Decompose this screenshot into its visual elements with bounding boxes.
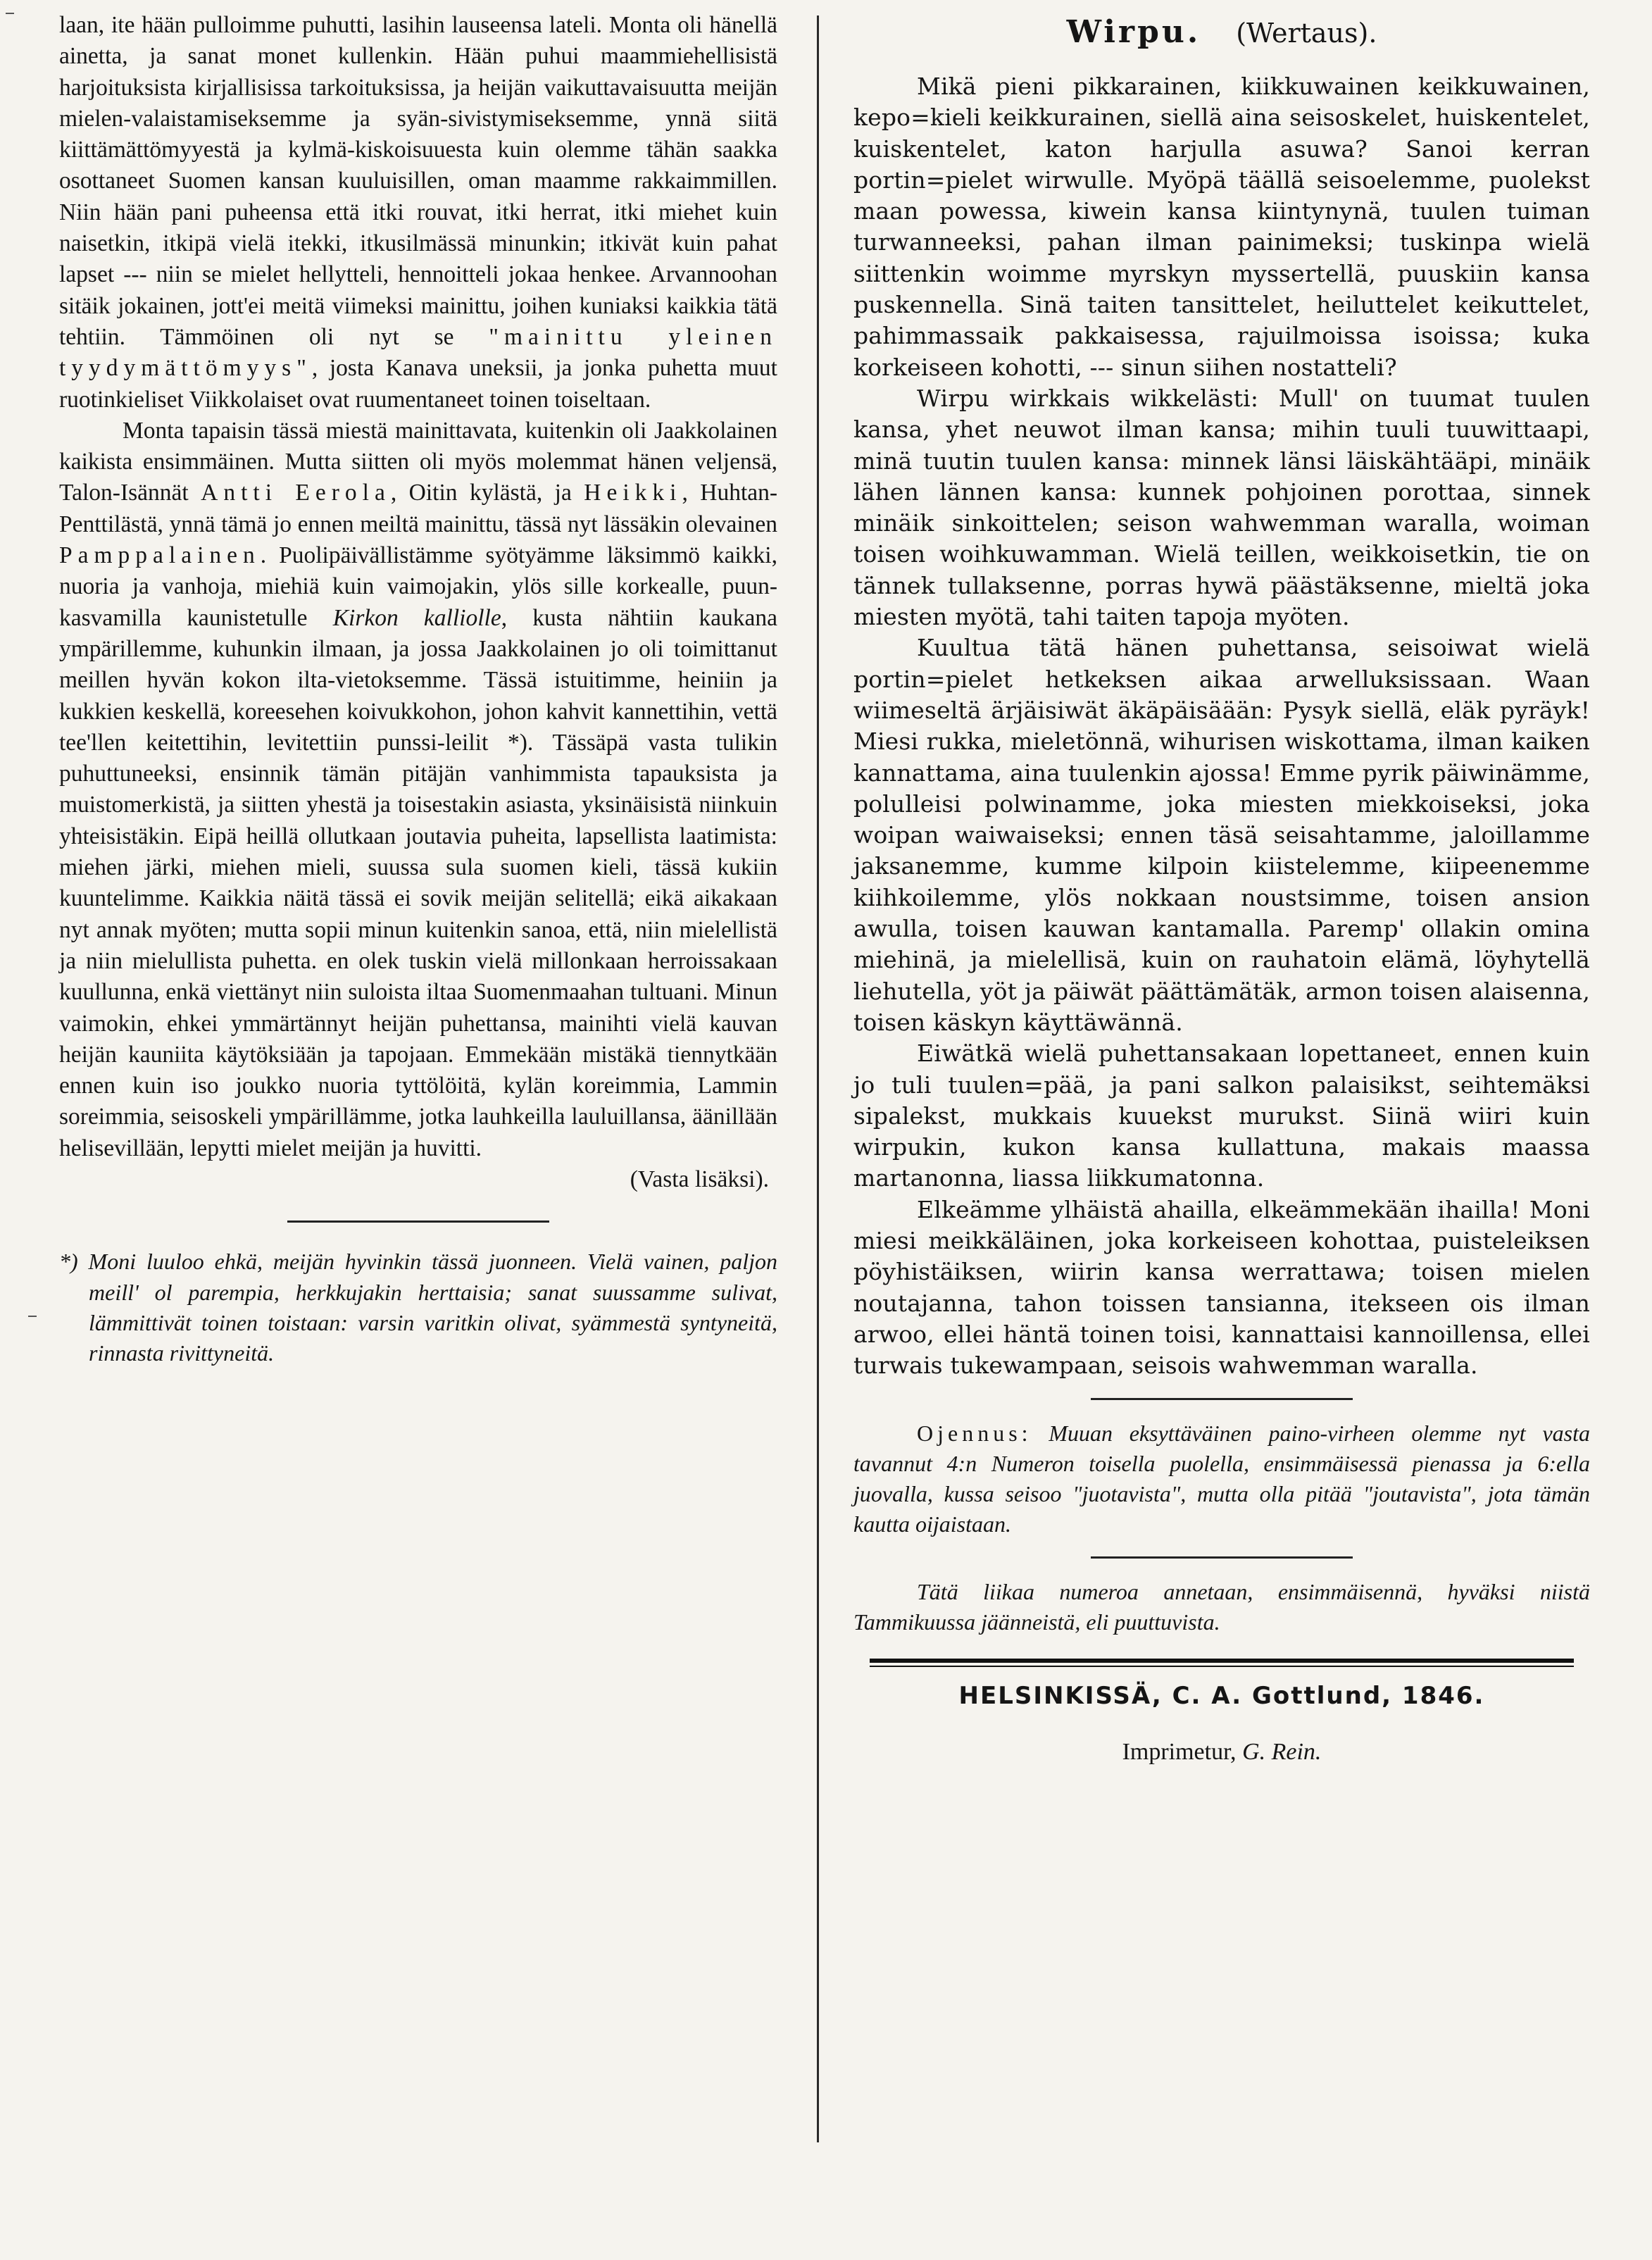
notice-divider (1091, 1556, 1353, 1559)
footnote: *) Moni luuloo ehkä, meijän hyvinkin tässä juonneen. Vielä vainen, paljon meill' ol parempia, herkkujakin herttaisia; sanat suussamme sulivat, lämmittivät toinen toistaan: varsin varitkin olivat, syämmestä syntyneitä, rinnasta rivittyneitä. (59, 1249, 777, 1366)
right-paragraph-2: Wirpu wirkkais wikkelästi: Mull' on tuumat tuulen kansa, yhet neuwot ilman kansa; mihin tuuli tuuwittaapi, minä tuutin tuulen kansa: minnek länsi läiskähtääpi, minäik lähen lännen kansa: kunnek pohjoinen porottaa, sinnek minäik sinkoittelen; seison wahwemman waralla, woiman toisen woihkuwamman. Wielä teillen, weikkoisetkin, tie on tännek tullaksenne, porras hywä päästäksenne, mieltä joka miesten myötä, tahi taiten tapoja myöten. (853, 384, 1590, 631)
continuation-note: (Vasta lisäksi). (630, 1166, 769, 1192)
issue-notice: Tätä liikaa numeroa annetaan, ensimmäisennä, hyväksi niistä Tammikuussa jäänneistä, eli puuttuvista. (853, 1579, 1590, 1635)
margin-mark (6, 13, 14, 14)
imprimatur-line: Imprimetur, G. Rein. (1122, 1739, 1322, 1766)
errata-divider (1091, 1398, 1353, 1400)
left-column (59, 10, 777, 1368)
right-paragraph-1: Mikä pieni pikkarainen, kiikkuwainen keikkuwainen, kepo=kieli keikkurainen, siellä aina seisoskelet, huiskentelet, kuiskentelet, katon harjulla asuwa? Sanoi kerran portin=pielet wirwulle. Myöpä täällä seisoelemme, puolekst maan powessa, kiwein kansa kiintynynä, tuulen tuiman turwanneeksi, pahan ilman painimeksi; tuskinpa wielä siittenkin woimme myrskyn myssertellä, puuskiin kansa puskennella. Sinä taiten tansittelet, heiluttelet keikuttelet, pahimmassaik pakkaisessa, rajuilmoissa isoissa; kuka korkeiseen kohotti, --- sinun siihen nostatteli? (853, 73, 1590, 381)
article-title: Wirpu. (1066, 14, 1201, 50)
article-heading (853, 14, 1590, 51)
right-paragraph-5: Elkeämme ylhäistä ahailla, elkeämmekään ihailla! Moni miesi meikkäläinen, joka korkeiseen kohottaa, puisteleiksen pöyhistäiksen, wiirin kansa werrattawa; toisen mielen noutajanna, tahon toissen tansianna, itekseen ois ilman arwoo, ellei häntä toinen toisi, kannattaisi kannoillensa, ellei turwais tukewampaan, seisois wahwemman waralla. (853, 1195, 1590, 1380)
errata-notice: Ojennus: Muuan eksyttäväinen paino-virheen olemme nyt vasta tavannut 4:n Numeron toisella puolella, ensimmäisessä pienassa ja 6:ella juovalla, kussa seisoo "juotavista", mutta olla pitää "joutavista", jota tämän kautta oijaistaan. (853, 1421, 1591, 1537)
left-paragraph-2: Monta tapaisin tässä miestä mainittavata, kuitenkin oli Jaakkolainen kaikista ensimmäinen. Mutta siitten oli myös molemmat hänen veljensä, Talon-Isännät Antti Eerola, Oitin kylästä, ja Heikki, Huhtan-Penttilästä, ynnä tämä jo ennen meiltä mainittu, tässä nyt lässäkin olevainen Pamppalainen. Puolipäivällistämme syötyämme läksimmö kaikki, nuoria ja vanhoja, miehiä kuin vaimojakin, ylös sille korkealle, puun-kasvamilla kaunistetulle Kirkon kalliolle, kusta nähtiin kaukana ympärillemme, kuhunkin ilmaan, ja jossa Jaakkolainen jo oli toimittanut meillen hyvän kokon ilta-vietoksemme. Tässä istuitimme, heiniin ja kukkien keskellä, koreesehen koivukkohon, johon kahvit kannettihin, vettä tee'llen keitettihin, levitettiin punssi-leilit *). Tässäpä vasta tulikin puhuttuneeksi, ensinnik tämän pitäjän vanhimmista tapauksista ja muistomerkistä, ja siitten yhestä ja toisestakin asiasta, yksinäisistä niinkuin yhteisistäkin. Eipä heillä ollutkaan joutavia puheita, lapsellista laatimista: miehen järki, miehen mieli, suussa sula suomen kieli, tässä kukiin kuuntelimme. Kaikkia näitä tässä ei sovik meijän selitellä; eikä aikakaan nyt annak myöten; mutta sopii minun kuitenkin sanoa, että, niin mielellistä ja niin mielullista puhetta. en olek tuskin vielä millonkaan herroissakaan kuullunna, enkä viettänyt niin suloista iltaa Suomenmaahan tultuani. Minun vaimokin, ehkei ymmärtännyt heijän puhettansa, mainihti vielä kauvan heijän kauniita käytöksiään ja tapojaan. Emmekään mistäkä tiennytkään ennen kuin iso joukko nuoria tyttölöitä, kylän koreimmia, Lammin soreimmia, seisoskeli ympärillämme, jotka lauhkeilla lauluillansa, äänillään helisevillään, lepytti mielet meijän ja huvitti. (59, 417, 778, 1161)
article-subtitle: (Wertaus). (1236, 18, 1377, 49)
imprint-line: HELSINKISSÄ, C. A. Gottlund, 1846. (958, 1682, 1485, 1711)
right-paragraph-4: Eiwätkä wielä puhettansakaan lopettaneet, ennen kuin jo tuli tuulen=pää, ja pani salkon palaisikst, seihtemäksi sipalekst, mukkais kuuekst murukst. Siinä wiiri kuin wirpukin, kukon kansa kullattuna, makais maassa martanonna, liassa liikkumatonna. (853, 1040, 1590, 1192)
column-divider (817, 15, 819, 2142)
right-paragraph-3: Kuultua tätä hänen puhettansa, seisoiwat wielä portin=pielet hetkeksen aikaa arwelluksissaan. Waan wiimeseltä ärjäisiwät äkäpäisäään: Pysyk siellä, eläk pyräyk! Miesi rukka, mieletönnä, wihurisen wiskottama, ilman kaiken kannattama, aina tuulenkin ajossa! Emme pyrik päiwinämme, polulleisi polwinamme, joka miesten miekkoiseksi, joka woipan waiwaiseksi; ennen täsä seisahtamme, jaloillamme jaksanemme, kumme kilpoin kiistelemme, kiipeenemme kiihkoilemme, ylös nokkaan noustsimme, toisen ansion awulla, toisen kauwan kantamalla. Paremp' ollakin omina miehinä, ja mielellisä, kuin on rauhatoin elämä, löyhytellä liehutella, yöt ja päiwät päättämätäk, armon toisen alaisenna, toisen käskyn käyttäwännä. (853, 634, 1590, 1036)
imprint-rule (870, 1659, 1574, 1667)
right-column (853, 10, 1590, 1766)
left-paragraph-1: laan, ite hään pulloimme puhutti, lasihin lauseensa lateli. Monta oli hänellä ainetta, ja sanat monet kullenkin. Hään puhui maammiehellisistä harjoituksista kirjallisissa tarkoituksissa, ja heijän vaikuttavaisuutta meijän mielen-valaistamiseksemme ja syän-sivistymiseksemme, ynnä siitä kiittämättömyyestä ja kylmä-kiskoisuuesta kuin olemme tähän saakka osottaneet Suomen kansan kuuluisillen, oman maamme rakkaimmillen. Niin hään pani puheensa että itki rouvat, itki herrat, itki miehet kuin naisetkin, itkipä vielä itekki, itkusilmässä minunkin; itkivät kuin pahat lapset --- niin se mielet hellytteli, hennoitteli jokaa henkee. Arvannoohan sitäik jokainen, jott'ei meitä viimeksi mainittu, joihen kuniaksi kaikkia tätä tehtiin. Tämmöinen oli nyt se "mainittu yleinen tyydymättömyys", josta Kanava uneksii, ja jonka puhetta muut ruotinkieliset Viikkolaiset ovat ruumentaneet toinen toiseltaan. (59, 12, 778, 413)
margin-mark (28, 1316, 37, 1317)
footnote-divider (287, 1220, 549, 1223)
